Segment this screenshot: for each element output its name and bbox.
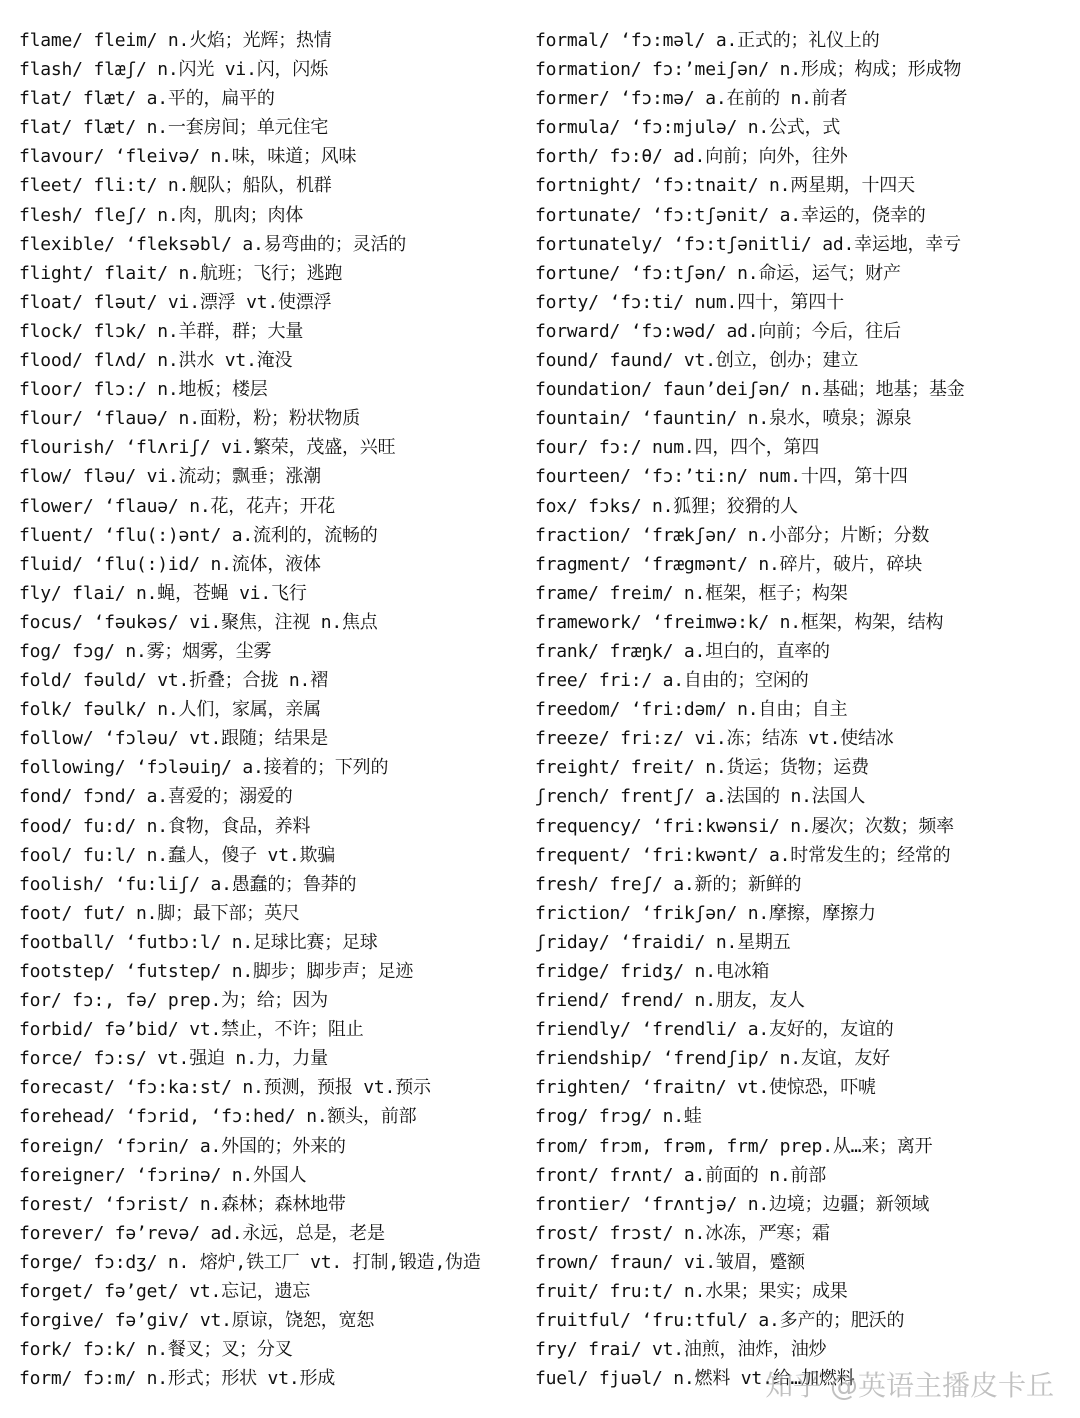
vocabulary-entry: foreign/ ‘fɔrin/ a.外国的；外来的 [19, 1135, 346, 1157]
vocabulary-entry: food/ fu:d/ n.食物，食品，养料 [19, 815, 311, 837]
vocabulary-entry: freight/ freit/ n.货运；货物；运费 [535, 757, 869, 779]
vocabulary-entry: fortune/ ‘fɔ:tʃən/ n.命运，运气；财产 [535, 262, 901, 284]
vocabulary-entry: flock/ flɔk/ n.羊群，群；大量 [19, 320, 304, 342]
vocabulary-entry: fragment/ ‘frægmənt/ n.碎片，破片，碎块 [535, 553, 923, 575]
vocabulary-entry: friendly/ ‘frendli/ a.友好的，友谊的 [535, 1019, 894, 1041]
vocabulary-entry: fool/ fu:l/ n.蠢人，傻子 vt.欺骗 [19, 844, 336, 866]
vocabulary-entry: forth/ fɔ:θ/ ad.向前；向外，往外 [535, 146, 848, 168]
vocabulary-entry: flight/ flait/ n.航班；飞行；逃跑 [19, 262, 343, 284]
vocabulary-entry: frequent/ ‘fri:kwənt/ a.时常发生的；经常的 [535, 844, 951, 866]
vocabulary-entry: forever/ fə’revə/ ad.永远，总是，老是 [19, 1222, 385, 1244]
vocabulary-entry: frost/ frɔst/ n.冰冻，严寒；霜 [535, 1222, 830, 1244]
vocabulary-entry: frighten/ ‘fraitn/ vt.使惊恐，吓唬 [535, 1077, 876, 1099]
vocabulary-entry: friction/ ‘frikʃən/ n.摩擦，摩擦力 [535, 902, 876, 924]
vocabulary-entry: forge/ fɔ:dʒ/ n. 熔炉,铁工厂 vt. 打制,锻造,伪造 [19, 1251, 481, 1273]
vocabulary-entry: fog/ fɔg/ n.雾；烟雾，尘雾 [19, 640, 272, 662]
vocabulary-entry: flat/ flæt/ n.一套房间；单元住宅 [19, 117, 329, 139]
vocabulary-entry: frequency/ ‘fri:kwənsi/ n.屡次；次数；频率 [535, 815, 954, 837]
vocabulary-entry: front/ frʌnt/ a.前面的 n.前部 [535, 1164, 827, 1186]
vocabulary-entry: forest/ ‘fɔrist/ n.森林；森林地带 [19, 1193, 346, 1215]
vocabulary-entry: fox/ fɔks/ n.狐狸；狡猾的人 [535, 495, 798, 517]
vocabulary-entry: forbid/ fə’bid/ vt.禁止，不许；阻止 [19, 1019, 364, 1041]
vocabulary-entry: for/ fɔ:, fə/ prep.为；给；因为 [19, 990, 328, 1012]
vocabulary-entry: frame/ freim/ n.框架，框子；构架 [535, 582, 848, 604]
vocabulary-entry: foot/ fut/ n.脚；最下部；英尺 [19, 902, 300, 924]
vocabulary-entry: flower/ ‘flauə/ n.花，花卉；开花 [19, 495, 336, 517]
vocabulary-entry: force/ fɔ:s/ vt.强迫 n.力，力量 [19, 1048, 328, 1070]
vocabulary-entry: forgive/ fə’giv/ vt.原谅，饶恕，宽恕 [19, 1310, 375, 1332]
vocabulary-entry: frown/ fraun/ vi.皱眉，蹙额 [535, 1251, 805, 1273]
vocabulary-entry: fluid/ ‘flu(:)id/ n.流体，液体 [19, 553, 321, 575]
vocabulary-entry: fruitful/ ‘fru:tful/ a.多产的；肥沃的 [535, 1310, 905, 1332]
vocabulary-entry: floor/ flɔ:/ n.地板；楼层 [19, 379, 268, 401]
vocabulary-entry: freedom/ ‘fri:dəm/ n.自由；自主 [535, 699, 848, 721]
vocabulary-entry: friendship/ ‘frendʃip/ n.友谊，友好 [535, 1048, 890, 1070]
vocabulary-entry: football/ ‘futbɔ:l/ n.足球比赛；足球 [19, 931, 378, 953]
vocabulary-entry: fruit/ fru:t/ n.水果；果实；成果 [535, 1281, 848, 1303]
vocabulary-entry: flexible/ ‘fleksəbl/ a.易弯曲的；灵活的 [19, 233, 407, 255]
vocabulary-entry: frog/ frɔg/ n.蛙 [535, 1106, 702, 1128]
vocabulary-entry: forty/ ‘fɔ:ti/ num.四十，第四十 [535, 291, 844, 313]
vocabulary-entry: flash/ flæʃ/ n.闪光 vi.闪，闪烁 [19, 59, 328, 81]
vocabulary-entry: from/ frɔm, frəm, frm/ prep.从…来；离开 [535, 1135, 933, 1157]
watermark: 知乎 @英语主播皮卡丘 [765, 1369, 1054, 1402]
vocabulary-entry: frank/ fræŋk/ a.坦白的，直率的 [535, 640, 830, 662]
vocabulary-entry: fold/ fəuld/ vt.折叠；合拢 n.褶 [19, 670, 328, 692]
vocabulary-entry: fork/ fɔ:k/ n.餐叉；叉；分叉 [19, 1339, 293, 1361]
vocabulary-entry: framework/ ‘freimwə:k/ n.框架，构架，结构 [535, 611, 944, 633]
vocabulary-column-right [535, 26, 1070, 1393]
vocabulary-entry: forward/ ‘fɔ:wəd/ ad.向前；今后，往后 [535, 320, 901, 342]
vocabulary-entry: fresh/ freʃ/ a.新的；新鲜的 [535, 873, 802, 895]
vocabulary-entry: following/ ‘fɔləuiŋ/ a.接着的；下列的 [19, 757, 389, 779]
vocabulary-entry: foreigner/ ‘fɔrinə/ n.外国人 [19, 1164, 307, 1186]
vocabulary-entry: focus/ ‘fəukəs/ vi.聚焦，注视 n.焦点 [19, 611, 378, 633]
vocabulary-entry: fly/ flai/ n.蝇，苍蝇 vi.飞行 [19, 582, 307, 604]
vocabulary-column-left [19, 26, 529, 1393]
vocabulary-entry: flood/ flʌd/ n.洪水 vt.淹没 [19, 350, 293, 372]
vocabulary-entry: fountain/ ‘fauntin/ n.泉水，喷泉；源泉 [535, 408, 912, 430]
vocabulary-entry: fraction/ ‘frækʃən/ n.小部分；片断；分数 [535, 524, 930, 546]
vocabulary-entry: forehead/ ‘fɔrid, ‘fɔ:hed/ n.额头，前部 [19, 1106, 417, 1128]
vocabulary-entry: fridge/ fridʒ/ n.电冰箱 [535, 961, 770, 982]
vocabulary-entry: fortunately/ ‘fɔ:tʃənitli/ ad.幸运地，幸亏 [535, 233, 961, 255]
vocabulary-entry: folk/ fəulk/ n.人们，家属，亲属 [19, 699, 321, 721]
vocabulary-entry: foundation/ faun’deiʃən/ n.基础；地基；基金 [535, 379, 965, 401]
vocabulary-entry: ʃriday/ ‘fraidi/ n.星期五 [535, 931, 791, 953]
vocabulary-entry: float/ fləut/ vi.漂浮 vt.使漂浮 [19, 291, 332, 313]
vocabulary-entry: ʃrench/ frentʃ/ a.法国的 n.法国人 [535, 786, 866, 808]
vocabulary-entry: form/ fɔ:m/ n.形式；形状 vt.形成 [19, 1368, 336, 1390]
vocabulary-entry: fluent/ ‘flu(:)ənt/ a.流利的，流畅的 [19, 524, 378, 546]
vocabulary-entry: fuel/ fjuəl/ n.燃料 vt.给…加燃料 [535, 1368, 855, 1390]
vocabulary-entry: fortnight/ ‘fɔ:tnait/ n.两星期，十四天 [535, 175, 915, 197]
vocabulary-entry: formation/ fɔ:’meiʃən/ n.形成；构成；形成物 [535, 59, 962, 81]
vocabulary-entry: fond/ fɔnd/ a.喜爱的；溺爱的 [19, 786, 293, 808]
vocabulary-entry: flame/ fleim/ n.火焰；光辉；热情 [19, 30, 332, 51]
vocabulary-entry: follow/ ‘fɔləu/ vt.跟随；结果是 [19, 728, 328, 750]
vocabulary-entry: flesh/ fleʃ/ n.肉，肌肉；肉体 [19, 204, 304, 226]
vocabulary-entry: four/ fɔ:/ num.四，四个，第四 [535, 437, 820, 459]
vocabulary-entry: flourish/ ‘flʌriʃ/ vi.繁荣，茂盛，兴旺 [19, 437, 396, 459]
vocabulary-entry: flat/ flæt/ a.平的，扁平的 [19, 88, 275, 110]
vocabulary-entry: free/ fri:/ a.自由的；空闲的 [535, 670, 809, 692]
vocabulary-entry: frontier/ ‘frʌntjə/ n.边境；边疆；新领域 [535, 1193, 930, 1215]
vocabulary-entry: freeze/ fri:z/ vi.冻；结冻 vt.使结冰 [535, 728, 894, 750]
vocabulary-entry: former/ ‘fɔ:mə/ a.在前的 n.前者 [535, 88, 848, 110]
vocabulary-entry: footstep/ ‘futstep/ n.脚步；脚步声；足迹 [19, 961, 414, 982]
vocabulary-entry: found/ faund/ vt.创立，创办；建立 [535, 350, 859, 372]
vocabulary-entry: flour/ ‘flauə/ n.面粉，粉；粉状物质 [19, 408, 361, 430]
vocabulary-entry: fortunate/ ‘fɔ:tʃənit/ a.幸运的，侥幸的 [535, 204, 926, 226]
vocabulary-entry: friend/ frend/ n.朋友，友人 [535, 990, 805, 1012]
vocabulary-entry: formula/ ‘fɔ:mjulə/ n.公式，式 [535, 117, 841, 139]
vocabulary-entry: forecast/ ‘fɔ:ka:st/ n.预测，预报 vt.预示 [19, 1077, 431, 1099]
vocabulary-entry: flow/ fləu/ vi.流动；飘垂；涨潮 [19, 466, 321, 488]
vocabulary-entry: fleet/ fli:t/ n.舰队；船队，机群 [19, 175, 332, 197]
vocabulary-entry: forget/ fə’get/ vt.忘记，遗忘 [19, 1281, 311, 1303]
vocabulary-entry: flavour/ ‘fleivə/ n.味，味道；风味 [19, 146, 357, 168]
vocabulary-entry: formal/ ‘fɔ:məl/ a.正式的；礼仪上的 [535, 30, 880, 51]
vocabulary-entry: fourteen/ ‘fɔ:’ti:n/ num.十四，第十四 [535, 466, 908, 488]
vocabulary-entry: fry/ frai/ vt.油煎，油炸，油炒 [535, 1339, 827, 1361]
vocabulary-entry: foolish/ ‘fu:liʃ/ a.愚蠢的；鲁莽的 [19, 873, 357, 895]
